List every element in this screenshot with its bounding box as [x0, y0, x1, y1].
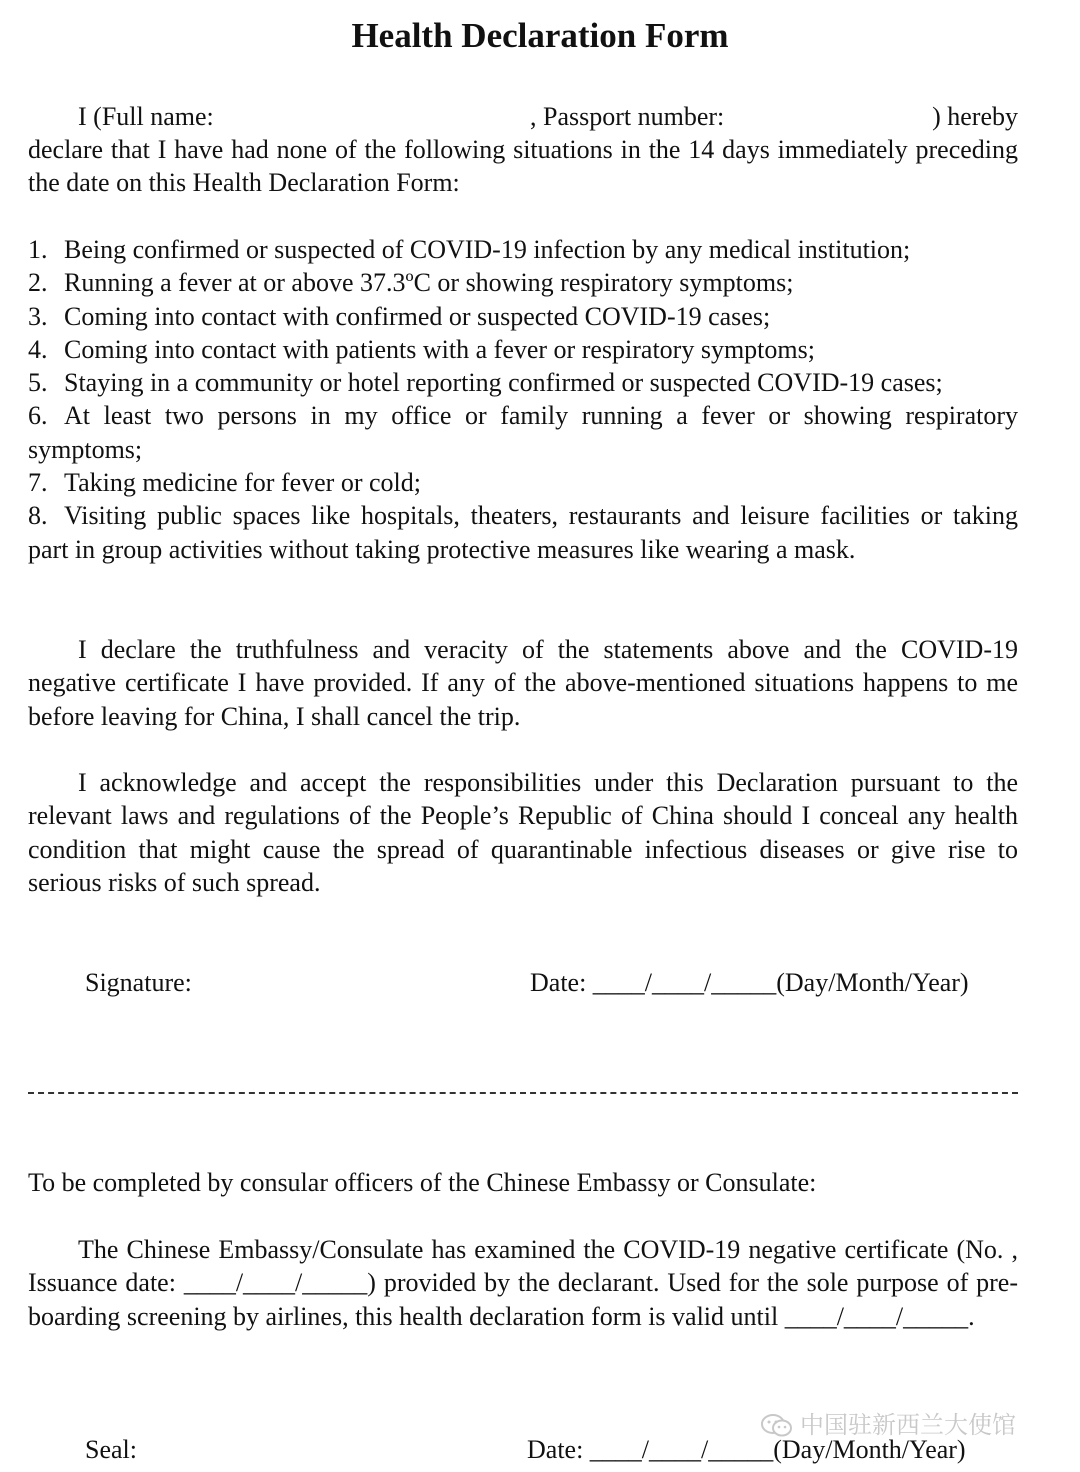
declaration-paragraph: I declare the truthfulness and veracity of the statements above and the COVID-19 negative certificate I have provided. If any of the above-mentioned situations happens to me before leaving for China, I shall cancel the trip. — [28, 635, 1018, 731]
page-title: Health Declaration Form — [351, 16, 729, 55]
consular-heading: To be completed by consular officers of the Chinese Embassy or Consulate: — [28, 1168, 817, 1197]
situation-text: Being confirmed or suspected of COVID-19 infection by any medical institution; — [64, 235, 911, 264]
situation-number: 1. — [28, 235, 48, 264]
seal-row — [0, 1433, 1080, 1467]
situation-item — [28, 266, 1018, 299]
hereby-text: ) hereby — [932, 102, 1018, 131]
situation-text: Coming into contact with confirmed or suspected COVID-19 cases; — [64, 301, 771, 331]
situation-number: 2. — [28, 268, 48, 298]
situation-text: At least two persons in my office or family running a fever or showing respiratory symptoms; — [28, 401, 1018, 464]
situation-number: 4. — [28, 334, 48, 364]
signature-date-field: Date: ____/____/_____(Day/Month/Year) — [530, 968, 969, 997]
situation-number: 7. — [28, 468, 48, 498]
situation-item — [28, 300, 1018, 333]
situation-number: 5. — [28, 368, 48, 398]
intro-first-line — [78, 100, 1018, 134]
situation-number: 8. — [28, 501, 48, 531]
situation-text: Coming into contact with patients with a fever or respiratory symptoms; — [64, 334, 815, 364]
seal-date-field: Date: ____/____/_____(Day/Month/Year) — [527, 1435, 966, 1464]
situation-item — [28, 366, 1018, 399]
signature-row — [0, 966, 1080, 1000]
acknowledgement-paragraph: I acknowledge and accept the responsibilities under this Declaration pursuant to the relevant laws and regulations of the People’s Republic of China should I conceal any health condition that might cause the spread of quarantinable infectious diseases or give rise to serious risks of such spread. — [28, 768, 1018, 897]
consular-paragraph: The Chinese Embassy/Consulate has examined the COVID-19 negative certificate (No. , Issuance date: ____/____/_____) provided by the declarant. Used for the sole purpose of pre-boarding screening by airlines, this health declaration form is valid until ____/____/_____. — [28, 1235, 1018, 1331]
situation-text: Taking medicine for fever or cold; — [64, 468, 421, 498]
signature-label: Signature: — [85, 968, 192, 997]
situation-item — [28, 399, 1018, 466]
situation-item — [28, 333, 1018, 366]
situation-text: Running a fever at or above 37.3ºC or showing respiratory symptoms; — [64, 268, 794, 298]
situation-item — [28, 499, 1018, 566]
situation-number: 6. — [28, 401, 48, 431]
intro-paragraph: declare that I have had none of the following situations in the 14 days immediately preceding the date on this Health Declaration Form: — [28, 135, 1018, 198]
passport-number-label: , Passport number: — [530, 102, 725, 131]
seal-label: Seal: — [85, 1435, 137, 1464]
situation-list — [28, 233, 1018, 566]
situation-item — [28, 466, 1018, 499]
cut-line-divider — [28, 1092, 1018, 1094]
situation-number: 3. — [28, 301, 48, 331]
watermark-text: 中国驻新西兰大使馆 — [800, 1411, 1016, 1439]
situation-text: Staying in a community or hotel reporting confirmed or suspected COVID-19 cases; — [64, 368, 943, 398]
full-name-label: I (Full name: — [78, 102, 214, 131]
situation-item — [28, 233, 1018, 266]
situation-text: Visiting public spaces like hospitals, theaters, restaurants and leisure facilities or taking part in group activities without taking protective measures like wearing a mask. — [28, 501, 1018, 564]
